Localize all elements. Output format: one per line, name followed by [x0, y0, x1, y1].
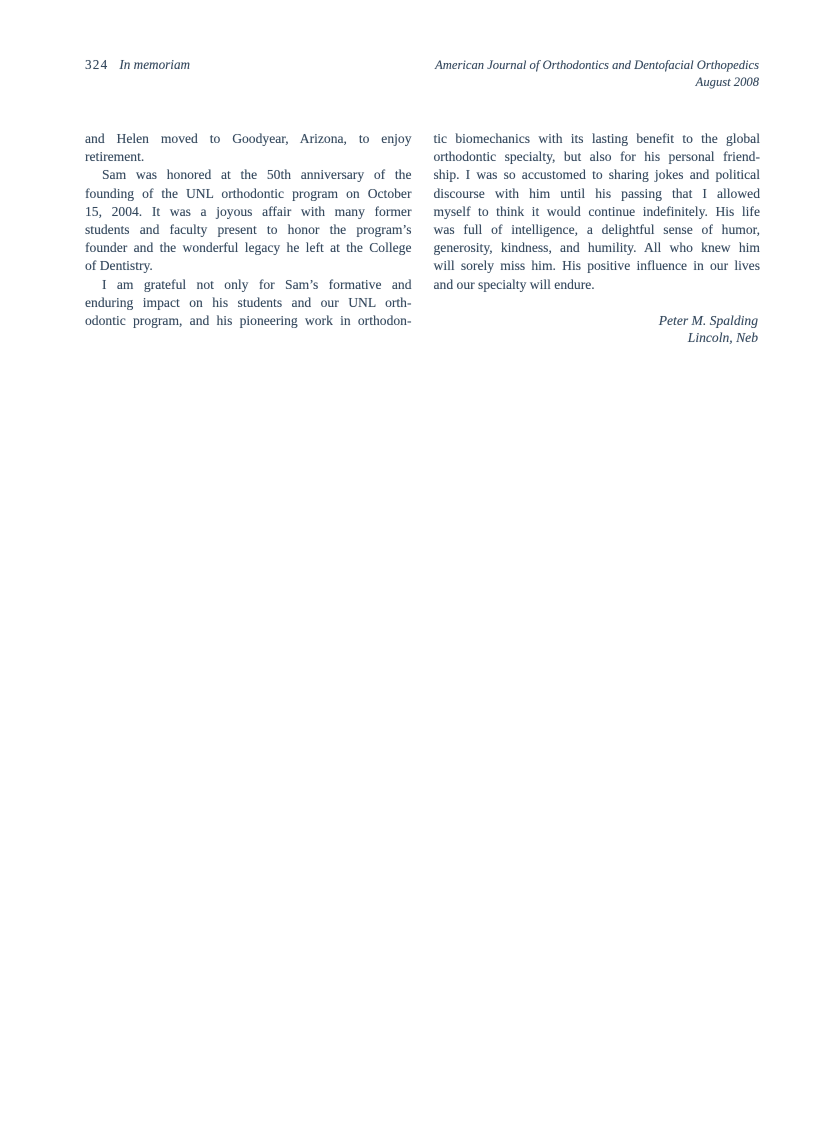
text-line: Sam was honored at the 50th anniversary of the	[102, 167, 412, 183]
text-line: myself to think it would continue indefinitely. His life	[433, 203, 760, 219]
right-column	[434, 130, 761, 346]
paragraph	[85, 166, 412, 275]
signature-block	[434, 312, 761, 346]
signature-location: Lincoln, Neb	[687, 329, 758, 345]
running-head-left	[85, 57, 190, 73]
text-line: and our specialty will endure.	[433, 276, 595, 292]
paragraph	[85, 276, 412, 331]
text-line: orthodontic specialty, but also for his personal friend-	[433, 149, 760, 165]
section-title: In memoriam	[119, 57, 191, 72]
paragraph	[434, 130, 761, 294]
text-line: 15, 2004. It was a joyous affair with many former	[85, 203, 412, 219]
running-head-right	[435, 57, 759, 90]
text-line: I am grateful not only for Sam’s formative and	[102, 276, 412, 292]
text-line: enduring impact on his students and our UNL orth-	[85, 294, 412, 310]
text-line: was full of intelligence, a delightful sense of humor,	[433, 222, 760, 238]
running-head	[0, 0, 838, 90]
text-line: founding of the UNL orthodontic program on October	[85, 185, 412, 201]
page-number: 324	[85, 57, 109, 72]
text-line: tic biomechanics with its lasting benefit to the global	[433, 131, 760, 146]
issue-date: August 2008	[695, 74, 759, 89]
article-body	[85, 130, 760, 346]
paragraph	[85, 130, 412, 166]
text-line: will sorely miss him. His positive influence in our lives	[433, 258, 760, 274]
text-line: ship. I was so accustomed to sharing jokes and political	[433, 167, 760, 183]
text-line: discourse with him until his passing that I allowed	[433, 185, 760, 201]
text-line: retirement.	[85, 149, 145, 165]
left-column	[85, 130, 412, 346]
signature-author: Peter M. Spalding	[658, 312, 758, 328]
text-line: founder and the wonderful legacy he left at the College	[85, 240, 412, 256]
text-line: odontic program, and his pioneering work in orthodon-	[85, 313, 412, 329]
journal-title: American Journal of Orthodontics and Dentofacial Orthopedics	[435, 58, 759, 72]
text-line: generosity, kindness, and humility. All who knew him	[433, 240, 760, 256]
text-line: and Helen moved to Goodyear, Arizona, to enjoy	[85, 131, 412, 146]
text-line: students and faculty present to honor the program’s	[85, 222, 412, 238]
text-line: of Dentistry.	[85, 258, 153, 274]
